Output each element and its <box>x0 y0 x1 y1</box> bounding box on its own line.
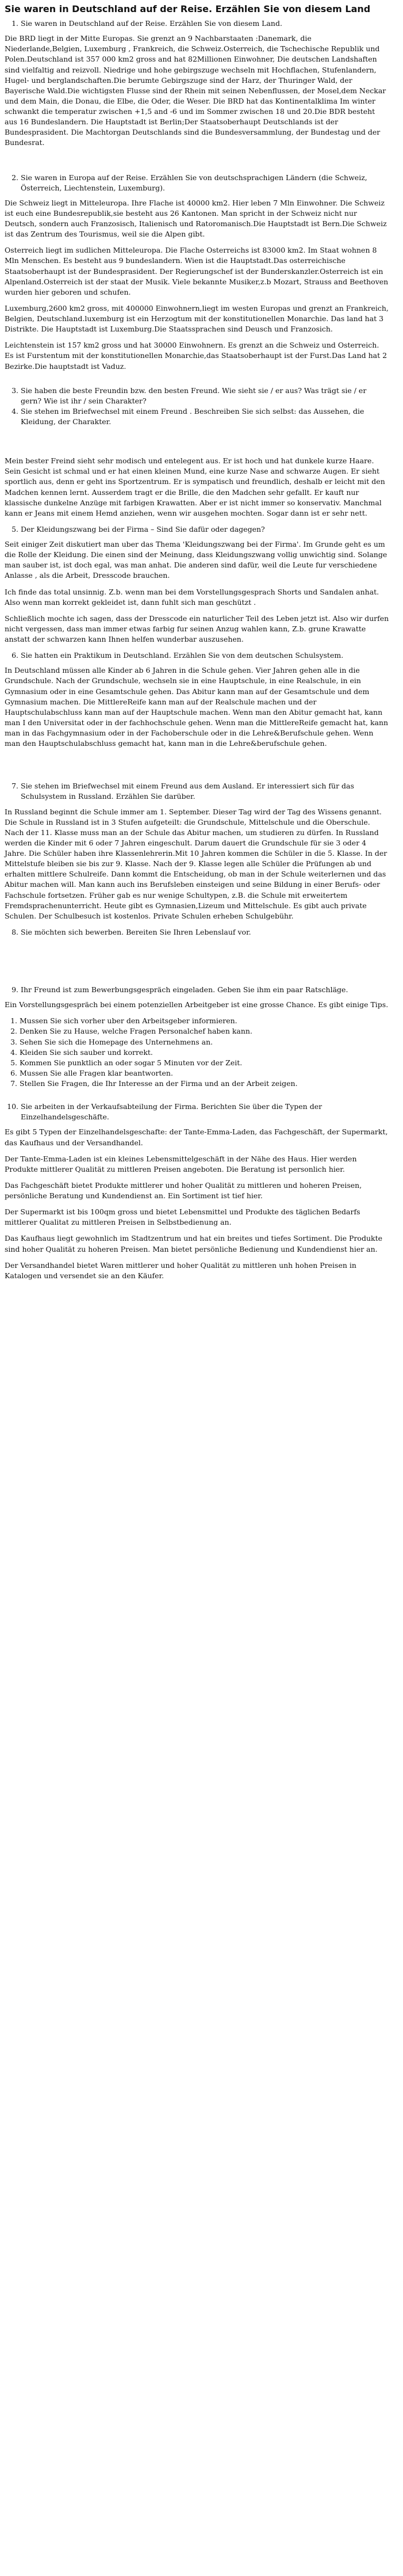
answer-paragraph: Ein Vorstellungsgespräch bei einem potenziellen Arbeitgeber ist eine grosse Chance. Es gibt einige Tips. <box>5 1000 389 1009</box>
task-list-1 <box>5 18 389 29</box>
task-question-2: 2. Sie waren in Europa auf der Reise. Erzählen Sie von deutschsprachigen Ländern (die Schweiz, Österreich, Liechtenstein, Luxemburg). <box>21 173 389 193</box>
task-list-9 <box>5 985 389 995</box>
answer-paragraph: Ich finde das total unsinnig. Z.b. wenn man bei dem Vorstellungsgesprach Shorts und Sandalen anhat. Also wenn man korrekt gekleidet ist, dann fuhlt sich man geschützt . <box>5 587 379 607</box>
answer-paragraph: Es gibt 5 Typen der Einzelhandelsgeschafte: der Tante-Emma-Laden, das Fachgeschäft, der Supermarkt, das Kaufhaus und der Versandhandel. <box>5 1127 388 1147</box>
task-question-7: 7. Sie stehen im Briefwechsel mit einem Freund aus dem Ausland. Er interessiert sich für das Schulsystem in Russland. Erzählen Sie darüber. <box>21 781 389 802</box>
spacer <box>5 754 389 779</box>
task-question-4: 4. Sie stehen im Briefwechsel mit einem Freund . Beschreiben Sie sich selbst: das Aussehen, die Kleidung, der Charakter. <box>21 406 389 427</box>
list-item: 2. Denken Sie zu Hause, welche Fragen Personalchef haben kann. <box>20 1026 389 1037</box>
tips-list <box>5 1016 389 1089</box>
spacer <box>5 942 389 966</box>
answer-paragraph: Das Kaufhaus liegt gewohnlich im Stadtzentrum und hat ein breites und tiefes Sortiment. Die Produkte sind hoher Qualität zu hoheren Preisen. Man bietet persönliche Bedienung und Kundendienst hier an. <box>5 1234 382 1253</box>
answer-paragraph: Osterreich liegt im sudlichen Mitteleuropa. Die Flache Osterreichs ist 83000 km2. Im Staat wohnen 8 Mln Menschen. Es besteht aus 9 bundeslandern. Wien ist die Hauptstadt.Das osterreichische Staatsoberhaupt ist der Bundesprasident. Der Regierungschef ist der Bunderskanzler.Osterreich ist ein Alpenland.Osterreich ist der staat der Musik. Viele bekannte Musiker,z.b Mozart, Strauss and Beethoven wurden hier geboren und schufen. <box>5 246 389 296</box>
spacer <box>5 1093 389 1099</box>
answer-paragraph: Schließlich mochte ich sagen, dass der Dresscode ein naturlicher Teil des Leben jetzt ist. Also wir durfen nicht vergessen, dass man immer etwas farbig fur seinen Anzug wahlen kann, Z.b. grune Krawatte anstatt der schwarzen kann Ihnen helfen wunderbar auszusehen. <box>5 613 389 643</box>
list-item: 4. Kleiden Sie sich sauber und korrekt. <box>20 1047 389 1058</box>
document-page <box>0 0 394 1291</box>
task-question-3: 3. Sie haben die beste Freundin bzw. den besten Freund. Wie sieht sie / er aus? Was trägt sie / er gern? Wie ist ihr / sein Charakter? <box>21 386 389 406</box>
answer-paragraph: Der Versandhandel bietet Waren mittlerer und hoher Qualität zu mittleren unh hohen Preisen in Katalogen und versendet sie an den Käufer. <box>5 1260 356 1280</box>
spacer <box>5 154 389 170</box>
answer-paragraph: Das Fachgeschäft bietet Produkte mittlerer und hoher Qualität zu mittleren und hoheren Preisen, persönliche Beratung und Kundendienst an. Ein Sortiment ist tief hier. <box>5 1180 362 1200</box>
list-item: 7. Stellen Sie Fragen, die Ihr Interesse an der Firma und an der Arbeit zeigen. <box>20 1079 389 1089</box>
list-item: 5. Kommen Sie punktlich an oder sogar 5 Minuten vor der Zeit. <box>20 1058 389 1068</box>
page-title: Sie waren in Deutschland auf der Reise. Erzählen Sie von diesem Land <box>5 3 371 14</box>
answer-paragraph: In Russland beginnt die Schule immer am 1. September. Dieser Tag wird der Tag des Wissens genannt. Die Schule in Russland ist in 3 Stufen aufgeteilt: die Grundschule, Mittelschule und die Oberschule. Nach der 11. Klasse muss man an der Schule das Abitur machen, um studieren zu dürfen. In Russland werden die Kinder mit 6 oder 7 Jahren eingeschult. Darum dauert die Grundschule für sie 3 oder 4 Jahre. Die Schüler haben ihre Klassenlehrerin.Mit 10 Jahren kommen die Schüler in die 5. Klasse. In der Mittelstufe bleiben sie bis zur 9. Klasse. Nach der 9. Klasse legen alle Schüler die Prüfungen ab und erhalten mittlere Schulreife. Dann kommt die Entscheidung, ob man in der Schule weiterlernen und das Abitur machen will. Man kann auch ins Berufsleben einsteigen und seine Bildung in einer Berufs- oder Fachschule fortsetzen. Früher gab es nur wenige Schultypen, z.B. die Schule mit erweitertem Fremdsprachenunterricht. Heute gibt es Gymnasien,Lizeum und Mittelschule. Es gibt auch private Schulen. Der Schulbesuch ist kostenlos. Private Schulen erheben Schulgebühr. <box>5 807 387 920</box>
task-list-5 <box>5 524 389 535</box>
task-question-10: 10. Sie arbeiten in der Verkaufsabteilung der Firma. Berichten Sie über die Typen der Einzelhandelsgeschäfte. <box>21 1102 389 1122</box>
answer-paragraph: Der Tante-Emma-Laden ist ein kleines Lebensmittelgeschäft in der Nähe des Haus. Hier werden Produkte mittlerer Qualität zu mittleren Preisen angeboten. Die Beratung ist personlich hier. <box>5 1154 357 1173</box>
answer-paragraph: Seit einiger Zeit diskutiert man uber das Thema 'Kleidungszwang bei der Firma'. Im Grunde geht es um die Rolle der Kleidung. Die einen sind der Meinung, dass Kleidungszwang vollig unwichtig sind. Solange man sauber ist, ist doch egal, was man anhat. Die anderen sind dafür, weil die Leute fur verschiedene Anlasse , als die Arbeit, Dresscode brauchen. <box>5 540 387 580</box>
list-item: 1. Mussen Sie sich vorher uber den Arbeitsgeber informieren. <box>20 1016 389 1026</box>
task-list-7 <box>5 781 389 802</box>
task-list-10 <box>5 1102 389 1122</box>
answer-paragraph: Die BRD liegt in der Mitte Europas. Sie grenzt an 9 Nachbarstaaten :Danemark, die Niederlande,Belgien, Luxemburg , Frankreich, die Schweiz.Osterreich, die Tschechische Republik und Polen.Deutschland ist 357 000 km2 gross and hat 82Millionen Einwohner, Die deutschen Landshaften sind vielfaltig and reizvoll. Niedrige und hohe gebirgszuge wechseln mit Hochflachen, Stufenlandern, Hugel- und berglandschaften.Die berumte Gebirgszuge sind der Harz, der Thuringer Wald, der Bayerische Wald.Die wichtigsten Flusse sind der Rhein mit seinen Nebenflussen, der Mosel,dem Neckar und dem Main, die Donau, die Elbe, die Oder, die Weser. Die BRD hat das Kontinentalklima Im winter schwankt die temperatur zwischen +1,5 and -6 und im Sommer zwischen 18 und 20.Die BDR besteht aus 16 Bundeslandern. Die Hauptstadt ist Berlin;Der Staatsoberhaupt Deutschlands ist der Bundesprasident. Die Machtorgan Deutschlands sind die Bundesversammlung, der Bundestag und der Bundesrat. <box>5 34 386 147</box>
spacer <box>5 378 389 383</box>
list-item: 3. Sehen Sie sich die Homepage des Unternehmens an. <box>20 1037 389 1047</box>
answer-paragraph: Leichtenstein ist 157 km2 gross und hat 30000 Einwohnern. Es grenzt an die Schweiz und Osterreich. Es ist Furstentum mit der konstitutionellen Monarchie,das Staatsoberhaupt ist der Furst.Das Land hat 2 Bezirke.Die hauptstadt ist Vaduz. <box>5 341 387 371</box>
answer-paragraph: In Deutschland müssen alle Kinder ab 6 Jahren in die Schule gehen. Vier Jahren gehen alle in die Grundschule. Nach der Grundschule, wechseln sie in eine Hauptschule, in eine Realschule, in ein Gymnasium oder in eine Gesamtschule gehen. Das Abitur kann man auf der Gesamtschule und dem Gymnasium machen. Die MittlereReife kann man auf der Realschule machen und der Hauptschulabschluss kann man auf der Hauptschule machen. Wenn man den Abitur gemacht hat, kann man I den Universitat oder in der fachhochschule gehen. Wenn man die MittlereReife gemacht hat, kann man in das Fachgymnasium oder in der Fachoberschule oder in die Lehre&Berufschule gehen. Wenn man den Hauptschulabschluss gemacht hat, kann man in die Lehre&berufschule gehen. <box>5 666 389 748</box>
task-question-1: 1. Sie waren in Deutschland auf der Reise. Erzählen Sie von diesem Land. <box>21 18 389 29</box>
spacer <box>5 432 389 456</box>
task-question-9: 9. Ihr Freund ist zum Bewerbungsgespräch eingeladen. Geben Sie ihm ein paar Ratschläge. <box>21 985 389 995</box>
answer-paragraph: Der Supermarkt ist bis 100qm gross und bietet Lebensmittel und Produkte des täglichen Bedarfs mittlerer Qualitat zu mittleren Preisen in Selbstbedienung an. <box>5 1207 360 1227</box>
task-question-6: 6. Sie hatten ein Praktikum in Deutschland. Erzählen Sie von dem deutschen Schulsystem. <box>21 650 389 661</box>
task-list-6 <box>5 650 389 661</box>
task-list-8 <box>5 927 389 938</box>
answer-paragraph: Die Schweiz liegt in Mitteleuropa. Ihre Flache ist 40000 km2. Hier leben 7 Mln Einwohner. Die Schweiz ist euch eine Bundesrepublik,sie besteht aus 26 Kantonen. Man spricht in der Schweiz nicht nur Deutsch, sondern auch Franzosisch, Italienisch und Ratoromanisch.Die Hauptstadt ist Bern.Die Schweiz ist das Zentrum des Tourismus, weil sie die Alpen gibt. <box>5 198 387 239</box>
task-list-2 <box>5 173 389 193</box>
task-question-8: 8. Sie möchten sich bewerben. Bereiten Sie Ihren Lebenslauf vor. <box>21 927 389 938</box>
spacer <box>5 966 389 982</box>
answer-paragraph: Luxemburg,2600 km2 gross, mit 400000 Einwohnern,liegt im westen Europas und grenzt an Frankreich, Belgien, Deutschland.luxemburg ist ein Herzogtum mit der konstitutionellen Monarchie. Das land hat 3 Distrikte. Die Hauptstadt ist Luxemburg.Die Staatssprachen sind Deusch und Franzosich. <box>5 303 389 334</box>
answer-paragraph: Mein bester Freind sieht sehr modisch und entelegent aus. Er ist hoch und hat dunkele kurze Haare. Sein Gesicht ist schmal und er hat einen kleinen Mund, eine kurze Nase and schwarze Augen. Er sieht sportlich aus, denn er geht ins Sportzentrum. Er is sympatisch und freundlich, deshalb er leicht mit den Madchen kennen lernt. Ausserdem tragt er die Brille, die den Madchen sehr gefallt. Er kauft nur klassische dunkelne Anzüge mit farbigen Krawatten. Aber er ist nicht immer so konservativ. Manchmal kann er Jeans mit einem Hemd anziehen, wenn wir ausgehen mochten. Sogar dann ist er sehr nett. <box>5 456 385 517</box>
task-list-3 <box>5 386 389 428</box>
task-question-5: 5. Der Kleidungszwang bei der Firma – Sind Sie dafür oder dagegen? <box>21 524 389 535</box>
list-item: 6. Mussen Sie alle Fragen klar beantworten. <box>20 1068 389 1079</box>
